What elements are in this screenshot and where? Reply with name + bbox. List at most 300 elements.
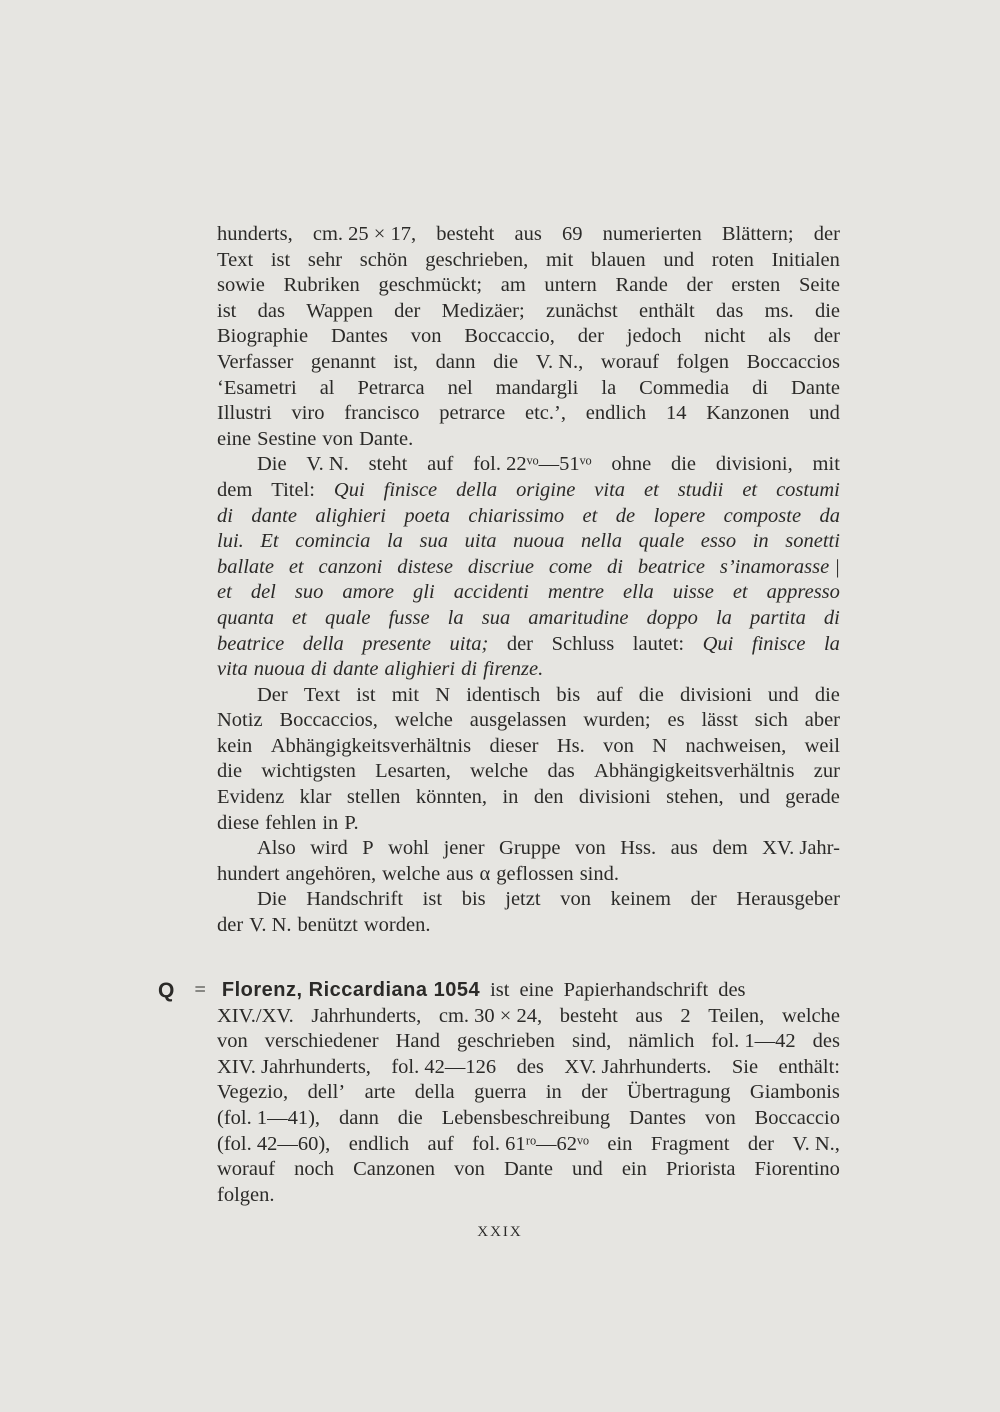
word: XV. Jahr-	[762, 837, 840, 860]
word: von	[603, 734, 634, 757]
word: sind,	[571, 1030, 612, 1053]
word: ein	[621, 1158, 647, 1181]
word: fehlen	[265, 811, 317, 834]
word: auf	[427, 453, 454, 476]
word: mentre	[547, 581, 605, 604]
word: Titel:	[271, 478, 315, 501]
word: XV. Jahrhunderts.	[564, 1055, 712, 1078]
word: der	[394, 299, 421, 322]
paragraph	[217, 222, 840, 452]
word: nella	[581, 530, 623, 553]
word: V. N.,	[792, 1132, 840, 1155]
word: ist	[217, 299, 237, 322]
word: N	[435, 683, 451, 706]
word: Handschrift	[306, 888, 404, 911]
word: vita	[594, 478, 626, 501]
text-line	[217, 734, 840, 760]
word: ist	[490, 979, 510, 1001]
text-line	[217, 324, 840, 350]
word: die	[814, 683, 840, 706]
word: ersten	[731, 274, 781, 297]
word: es	[667, 709, 685, 732]
word: wichtigsten	[261, 760, 356, 783]
word: Jahrhunderts,	[311, 1004, 422, 1027]
word: di	[823, 606, 840, 629]
word: ist,	[393, 350, 418, 373]
word: Fragment	[650, 1132, 730, 1155]
word: finisce	[383, 478, 438, 501]
word: enthält:	[778, 1055, 840, 1078]
word: sind.	[579, 862, 619, 885]
word: nuoua	[253, 658, 305, 681]
word: V. N.,	[535, 350, 584, 373]
word: studii	[677, 478, 724, 501]
word: de	[615, 504, 636, 527]
word: und	[809, 402, 840, 425]
word: schön	[359, 248, 408, 271]
word: dieser	[489, 734, 539, 757]
word: Lebensbeschreibung	[441, 1106, 611, 1129]
word: ‘Esametri	[217, 376, 297, 399]
word: Teilen,	[708, 1004, 765, 1027]
word: francisco	[344, 402, 420, 425]
word: mit	[391, 683, 420, 706]
word: eine	[519, 979, 554, 1001]
word: comincia	[295, 530, 371, 553]
word: eine	[217, 427, 252, 450]
word: worden.	[363, 914, 431, 937]
text-line	[217, 836, 840, 862]
word: 14	[665, 402, 687, 425]
word: die	[493, 350, 519, 373]
word: Dante.	[359, 427, 414, 450]
word: auf	[427, 1132, 454, 1155]
word: ballate	[217, 555, 274, 578]
word: der	[813, 325, 840, 348]
word: chiarissimo	[468, 504, 565, 527]
word: angehören,	[285, 862, 377, 885]
word: doppo	[646, 606, 698, 629]
word: worauf	[217, 1158, 276, 1181]
word: fol. 42—126	[391, 1055, 497, 1078]
word: worauf	[600, 350, 659, 373]
word: Papierhandschrift	[563, 979, 709, 1001]
word: finisce	[751, 632, 806, 655]
word: cm. 25 × 17,	[312, 223, 417, 245]
word: geschrieben,	[425, 248, 529, 271]
word: Rubriken	[283, 274, 360, 297]
word: partita	[750, 606, 806, 629]
equals-sign: =	[194, 979, 206, 1001]
word: dante	[332, 658, 379, 681]
word: identisch	[466, 683, 541, 706]
word: Die	[257, 888, 287, 911]
word: benützt	[297, 914, 358, 937]
word: könnten,	[415, 786, 488, 809]
word: und	[767, 683, 799, 706]
word: di	[461, 658, 478, 681]
word: del	[250, 581, 276, 604]
word: bis	[461, 888, 486, 911]
word: α	[479, 862, 491, 885]
word: la	[447, 606, 464, 629]
word: Dantes	[330, 325, 388, 348]
word: Abhängigkeitsverhältnis	[594, 760, 795, 783]
word: et	[732, 581, 748, 604]
word: Übertragung	[626, 1081, 731, 1104]
word: welche	[394, 709, 453, 732]
word: Rande	[615, 274, 668, 297]
word: Die	[257, 453, 287, 476]
word: weil	[804, 734, 840, 757]
word: della	[302, 632, 344, 655]
word: presente	[362, 632, 431, 655]
word: poeta	[404, 504, 450, 527]
word: sua	[419, 530, 449, 553]
word: der	[813, 223, 840, 245]
word: V. N.	[306, 453, 349, 476]
word: sowie	[217, 274, 265, 297]
word: la	[601, 376, 617, 399]
paragraph	[217, 836, 840, 887]
word: von	[410, 325, 442, 348]
word: al	[319, 376, 335, 399]
word: Lesarten,	[375, 760, 451, 783]
siglum: Q	[158, 979, 175, 1002]
word: jener	[443, 837, 485, 860]
word: besteht	[436, 223, 495, 245]
word: und	[739, 786, 770, 809]
text-line	[217, 1132, 840, 1158]
word: mit	[812, 453, 840, 476]
word: Et	[260, 530, 279, 553]
word: nachweisen,	[685, 734, 787, 757]
word: die	[397, 1106, 423, 1129]
word: Illustri	[217, 402, 272, 425]
word: lui.	[217, 530, 244, 553]
word: vita	[217, 658, 248, 681]
text-line	[217, 1004, 840, 1030]
word: des	[812, 1030, 840, 1053]
word: des	[516, 1055, 544, 1078]
text-line	[217, 504, 840, 530]
page-number: XXIX	[477, 1224, 523, 1240]
word: appresso	[766, 581, 840, 604]
word: des	[718, 979, 746, 1001]
word: blauen	[591, 248, 646, 271]
word: fusse	[388, 606, 430, 629]
word: Petrarca	[357, 376, 425, 399]
text-line	[217, 683, 840, 709]
text-line	[217, 350, 840, 376]
word: diese	[217, 811, 260, 834]
word: die	[638, 683, 664, 706]
word: besteht	[559, 1004, 618, 1027]
word: aber	[804, 709, 840, 732]
paragraph	[217, 452, 840, 682]
word: divisioni,	[715, 453, 793, 476]
text-line	[217, 580, 840, 606]
word: uita;	[449, 632, 489, 655]
word: sonetti	[785, 530, 840, 553]
word: esso	[700, 530, 737, 553]
word: suo	[294, 581, 324, 604]
word: nicht	[704, 325, 746, 348]
word: accidenti	[453, 581, 529, 604]
word: divisioni	[578, 786, 651, 809]
word: Dante	[503, 1158, 553, 1181]
word: divisioni	[680, 683, 752, 706]
word: N	[652, 734, 668, 757]
word: mandargli	[495, 376, 579, 399]
word: Kanzonen	[706, 402, 790, 425]
word: lopere	[653, 504, 706, 527]
word: della	[456, 478, 498, 501]
text-line	[217, 887, 840, 913]
word: klar	[299, 786, 332, 809]
word: aus	[670, 837, 698, 860]
word: das	[547, 760, 575, 783]
text-line	[217, 708, 840, 734]
word: die	[814, 299, 840, 322]
word: di	[606, 555, 623, 578]
word: di	[311, 658, 327, 681]
word: das	[257, 299, 285, 322]
word: ein	[607, 1132, 633, 1155]
word: von	[322, 427, 354, 450]
word: (fol. 42—60),	[217, 1132, 331, 1155]
word: Giambonis	[749, 1081, 840, 1104]
word: stellen	[346, 786, 401, 809]
word: canzoni	[318, 555, 383, 578]
text-line	[217, 299, 840, 325]
word: arte	[364, 1081, 396, 1104]
word: Boccaccios	[746, 350, 840, 373]
word: ella	[623, 581, 654, 604]
word: Herausgeber	[736, 888, 840, 911]
text-line	[217, 222, 840, 248]
word: in	[322, 811, 339, 834]
word: jedoch	[626, 325, 682, 348]
manuscript-heading: Florenz, Riccardiana 1054	[221, 979, 481, 1001]
text-line	[217, 529, 840, 555]
word: von	[217, 1030, 248, 1053]
word: der	[577, 325, 604, 348]
word: in	[545, 1081, 562, 1104]
word: und	[572, 1158, 603, 1181]
word: Dantes	[629, 1106, 687, 1129]
word: bis	[556, 683, 581, 706]
word: wurden;	[583, 709, 651, 732]
word: firenze.	[483, 658, 544, 681]
word: nel	[447, 376, 473, 399]
word: sich	[754, 709, 788, 732]
word: numerierten	[602, 223, 702, 245]
word: la	[386, 530, 403, 553]
word: das	[716, 299, 744, 322]
word: la	[823, 632, 840, 655]
word: noch	[294, 1158, 334, 1181]
word: quanta	[217, 606, 274, 629]
word: wird	[310, 837, 348, 860]
word: Seite	[798, 274, 840, 297]
word: s’inamorasse |	[719, 555, 840, 578]
word: beatrice	[637, 555, 705, 578]
word: der	[217, 914, 244, 937]
word: und	[663, 248, 695, 271]
word: aus	[514, 223, 542, 245]
word: fol. 1—42	[711, 1030, 796, 1053]
word: sehr	[307, 248, 343, 271]
word: dem	[217, 478, 253, 501]
word: Biographie	[217, 325, 309, 348]
word: uita	[464, 530, 497, 553]
word: verschiedener	[264, 1030, 379, 1053]
word: Also	[257, 837, 296, 860]
word: gli	[413, 581, 435, 604]
word: alighieri	[315, 504, 386, 527]
word: beatrice	[217, 632, 285, 655]
q-entry-heading-line	[158, 978, 840, 1004]
word: von	[454, 1158, 485, 1181]
word: dem	[712, 837, 748, 860]
word: Abhängigkeitsverhältnis	[270, 734, 472, 757]
word: Boccaccio	[754, 1106, 840, 1129]
text-line	[217, 1157, 840, 1183]
word: cm. 30 × 24,	[438, 1004, 543, 1027]
word: stehen,	[666, 786, 724, 809]
paragraph	[217, 887, 840, 938]
word: P.	[344, 811, 359, 834]
word: di	[217, 504, 233, 527]
word: 2	[680, 1004, 691, 1027]
text-line	[217, 1106, 840, 1132]
word: distese	[397, 555, 453, 578]
word: Gruppe	[499, 837, 561, 860]
text-line	[217, 376, 840, 402]
word: Priorista	[665, 1158, 736, 1181]
word: (fol. 1—41),	[217, 1106, 321, 1129]
word: aus	[635, 1004, 663, 1027]
word: hundert	[217, 862, 280, 885]
word: wohl	[388, 837, 430, 860]
text-line	[217, 811, 840, 837]
word: am	[500, 274, 526, 297]
word: Hand	[395, 1030, 441, 1053]
word: guerra	[474, 1081, 527, 1104]
word: Qui	[702, 632, 734, 655]
word: 69	[562, 223, 583, 245]
word: Initialen	[771, 248, 840, 271]
word: discriue	[467, 555, 534, 578]
word: von	[560, 888, 591, 911]
word: von	[575, 837, 606, 860]
word: gerade	[785, 786, 840, 809]
word: nuoua	[513, 530, 565, 553]
word: in	[752, 530, 769, 553]
word: Commedia	[639, 376, 730, 399]
word: der	[747, 1132, 775, 1155]
word: fol. 61ʳᵒ—62ᵛᵒ	[472, 1132, 589, 1155]
word: Canzonen	[353, 1158, 436, 1181]
text-line	[217, 785, 840, 811]
word: lässt	[701, 709, 738, 732]
word: Qui	[333, 478, 365, 501]
text-line	[217, 606, 840, 632]
word: etc.’,	[525, 402, 566, 425]
word: Dante	[791, 376, 840, 399]
word: roten	[711, 248, 754, 271]
word: Der	[257, 683, 288, 706]
word: geschrieben	[457, 1030, 555, 1053]
paragraph	[217, 683, 840, 837]
word: et	[288, 555, 304, 578]
word: et	[742, 478, 758, 501]
word: welche	[470, 760, 529, 783]
word: costumi	[776, 478, 840, 501]
word: kein	[217, 734, 253, 757]
word: der	[686, 274, 713, 297]
word: auf	[596, 683, 623, 706]
word: der	[690, 888, 717, 911]
word: Notiz	[217, 709, 263, 732]
word: ist	[270, 248, 291, 271]
word: keinem	[610, 888, 671, 911]
word: sua	[481, 606, 511, 629]
word: Medizäer;	[441, 299, 525, 322]
word: geflossen	[496, 862, 574, 885]
word: P	[362, 837, 374, 860]
word: Text	[217, 248, 254, 271]
text-line	[217, 1029, 840, 1055]
word: der	[581, 1081, 608, 1104]
word: Boccaccio,	[464, 325, 555, 348]
word: in	[502, 786, 519, 809]
word: di	[752, 376, 769, 399]
word: endlich	[348, 1132, 410, 1155]
word: ist	[422, 888, 443, 911]
word: della	[414, 1081, 455, 1104]
word: Hss.	[620, 837, 657, 860]
word: et	[292, 606, 307, 629]
word: die	[670, 453, 697, 476]
text-line	[217, 913, 840, 939]
word: als	[768, 325, 791, 348]
word: zunächst	[545, 299, 618, 322]
text-line	[217, 1055, 840, 1081]
word: amaritudine	[528, 606, 629, 629]
q-entry-body	[158, 1004, 840, 1209]
word: alighieri	[384, 658, 456, 681]
word: composte	[723, 504, 802, 527]
word: ms.	[764, 299, 794, 322]
word: XIV. Jahrhunderts,	[217, 1055, 371, 1078]
word: ausgelassen	[469, 709, 567, 732]
word: von	[704, 1106, 736, 1129]
word: jetzt	[505, 888, 541, 911]
text-line	[217, 632, 840, 658]
word: der	[506, 632, 534, 655]
text-line	[217, 657, 840, 683]
word: geschmückt;	[378, 274, 483, 297]
word: folgen	[676, 350, 729, 373]
word: nämlich	[628, 1030, 695, 1053]
word: steht	[368, 453, 408, 476]
word: lautet:	[632, 632, 685, 655]
text-line	[217, 478, 840, 504]
text-line	[217, 555, 840, 581]
word: Wappen	[306, 299, 373, 322]
